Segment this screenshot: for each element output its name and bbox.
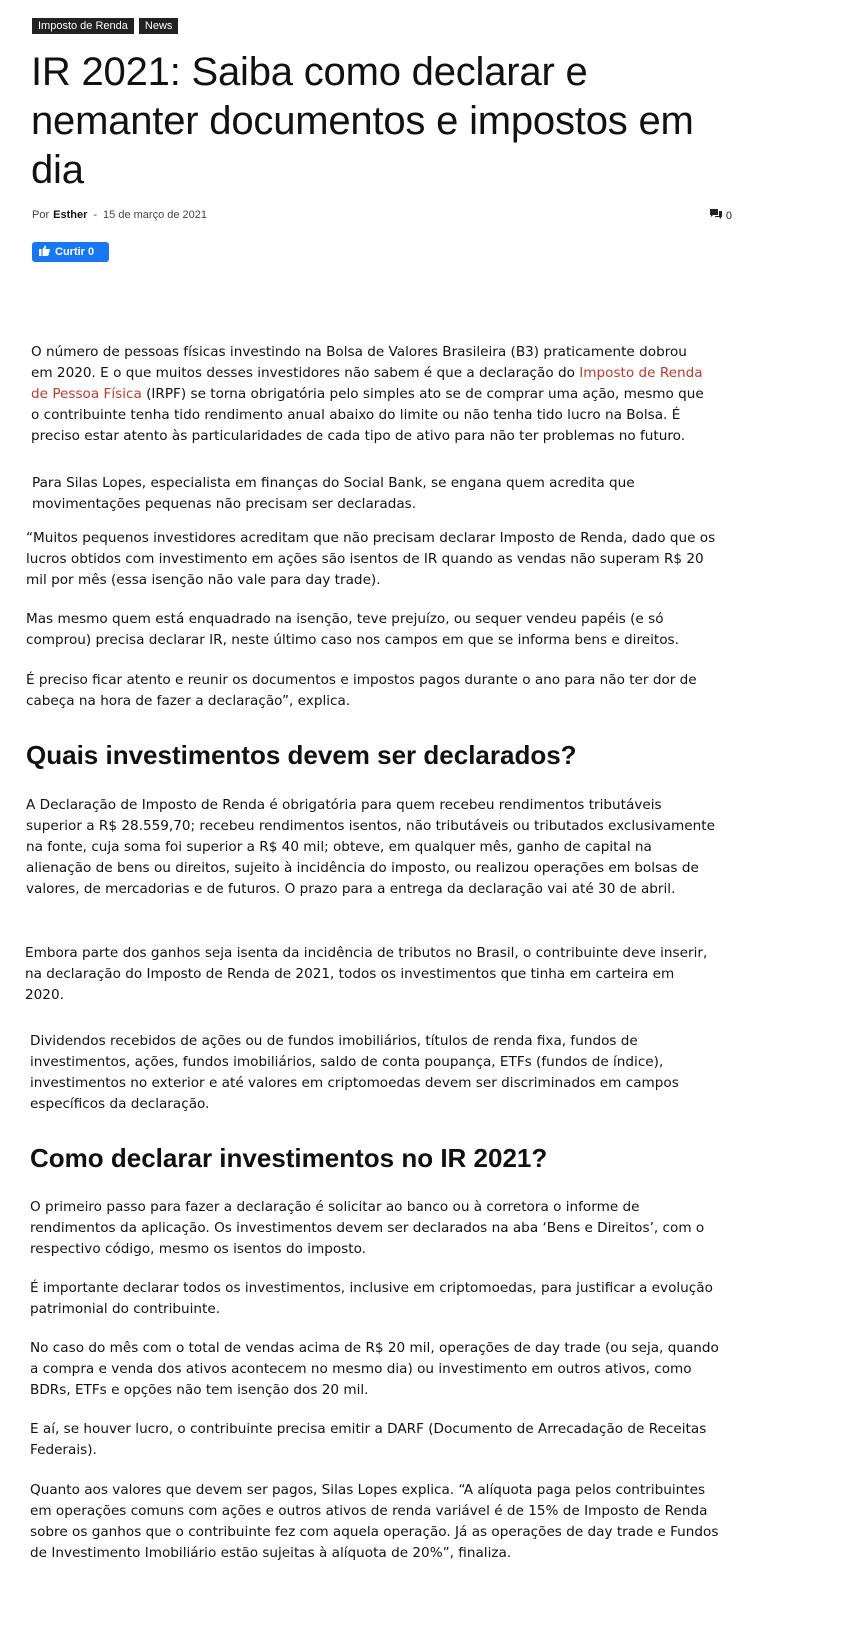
paragraph-3: “Muitos pequenos investidores acreditam que não precisam declarar Imposto de Renda, dado que os lucros obtidos com investimento em ações são isentos de IR quando as vendas não superam R$ 20 mil por mês (essa isenção não vale para day trade). xyxy=(26,530,716,588)
paragraph-5: É preciso ficar atento e reunir os documentos e impostos pagos durante o ano para não ter dor de cabeça na hora de fazer a declaração”, explica. xyxy=(26,672,697,709)
section-heading-2: Como declarar investimentos no IR 2021? xyxy=(30,1143,548,1173)
paragraph-13: Quanto aos valores que devem ser pagos, Silas Lopes explica. “A alíquota paga pelos contribuintes em operações comuns com ações e outros ativos de renda variável é de 15% de Imposto de Renda sobre os ganhos que o contribuinte fez com aquela operação. Já as operações de day trade e Fundos de Investimento Imobiliário estão sujeitas à alíquota de 20%”, finaliza. xyxy=(30,1482,719,1561)
comments-count: 0 xyxy=(725,209,732,222)
publish-date: 15 de março de 2021 xyxy=(103,209,208,221)
paragraph-12: E aí, se houver lucro, o contribuinte precisa emitir a DARF (Documento de Arrecadação de Receitas Federais). xyxy=(30,1421,707,1458)
section-heading-1: Quais investimentos devem ser declarados? xyxy=(26,740,577,770)
article-title: IR 2021: Saiba como declarar e nemanter documentos e impostos em dia xyxy=(31,50,694,192)
comments-link[interactable] xyxy=(710,209,732,222)
paragraph-6: A Declaração de Imposto de Renda é obrigatória para quem recebeu rendimentos tributáveis superior a R$ 28.559,70; recebeu rendimentos isentos, não tributáveis ou tributados exclusivamente na fonte, cuja soma foi superior a R$ 40 mil; obteve, em qualquer mês, ganho de capital na alienação de bens ou direitos, sujeito à incidência do imposto, ou realizou operações em bolsas de valores, de mercadorias e de futuros. O prazo para a entrega da declaração vai até 30 de abril. xyxy=(26,797,715,897)
article-meta xyxy=(32,209,732,221)
tag-imposto-de-renda[interactable]: Imposto de Renda xyxy=(32,18,134,34)
comment-icon xyxy=(710,209,722,222)
paragraph-1 xyxy=(31,342,711,447)
meta-separator: - xyxy=(93,209,98,221)
paragraph-7: Embora parte dos ganhos seja isenta da incidência de tributos no Brasil, o contribuinte deve inserir, na declaração do Imposto de Renda de 2021, todos os investimentos que tinha em carteira em 2020. xyxy=(25,945,708,1003)
paragraph-10: É importante declarar todos os investimentos, inclusive em criptomoedas, para justificar a evolução patrimonial do contribuinte. xyxy=(30,1280,713,1317)
like-label: Curtir 0 xyxy=(55,246,95,258)
facebook-like-button[interactable] xyxy=(32,242,109,262)
by-label: Por xyxy=(32,209,50,221)
paragraph-2: Para Silas Lopes, especialista em finanças do Social Bank, se engana quem acredita que movimentações pequenas não precisam ser declaradas. xyxy=(32,475,635,512)
tag-news[interactable]: News xyxy=(139,18,179,34)
author-link[interactable]: Esther xyxy=(53,209,88,221)
paragraph-1-text-b: (IRPF) se torna obrigatória pelo simples ato se de comprar uma ação, mesmo que o contribuinte tenha tido rendimento anual abaixo do limite ou não tenha tido lucro na Bolsa. É preciso estar atento às particularidades de cada tipo de ativo para não ter problemas no futuro. xyxy=(31,386,704,444)
category-tags xyxy=(32,18,178,34)
thumbs-up-icon xyxy=(39,245,50,259)
paragraph-11: No caso do mês com o total de vendas acima de R$ 20 mil, operações de day trade (ou seja, quando a compra e venda dos ativos acontecem no mesmo dia) ou investimento em outros ativos, como BDRs, ETFs e opções não tem isenção dos 20 mil. xyxy=(30,1340,719,1398)
paragraph-8: Dividendos recebidos de ações ou de fundos imobiliários, títulos de renda fixa, fundos de investimentos, ações, fundos imobiliários, saldo de conta poupança, ETFs (fundos de índice), investimentos no exterior e até valores em criptomoedas devem ser discriminados em campos específicos da declaração. xyxy=(30,1033,679,1112)
irpf-link[interactable]: Imposto de Renda de Pessoa Física xyxy=(31,365,703,402)
paragraph-4: Mas mesmo quem está enquadrado na isenção, teve prejuízo, ou sequer vendeu papéis (e só comprou) precisa declarar IR, neste último caso nos campos em que se informa bens e direitos. xyxy=(26,611,679,648)
paragraph-9: O primeiro passo para fazer a declaração é solicitar ao banco ou à corretora o informe de rendimentos da aplicação. Os investimentos devem ser declarados na aba ‘Bens e Direitos’, com o respectivo código, mesmo os isentos do imposto. xyxy=(30,1199,705,1257)
paragraph-1-text-a: O número de pessoas físicas investindo na Bolsa de Valores Brasileira (B3) praticamente dobrou em 2020. E o que muitos desses investidores não sabem é que a declaração do xyxy=(31,344,687,381)
